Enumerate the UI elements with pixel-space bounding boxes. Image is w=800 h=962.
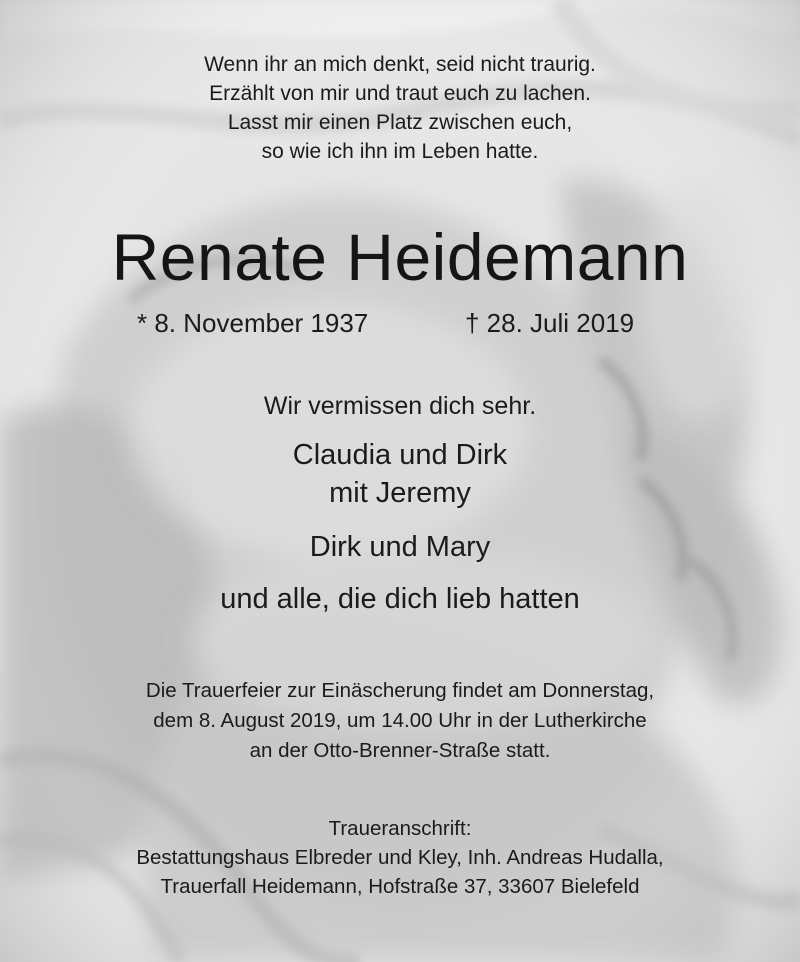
birth-date: * 8. November 1937 [137, 308, 369, 338]
address-line: Trauerfall Heidemann, Hofstraße 37, 33607 Bielefeld [160, 875, 640, 898]
mourner-line: mit Jeremy [329, 477, 471, 509]
poem-line: Lasst mir einen Platz zwischen euch, [227, 111, 573, 134]
mourner-line: Dirk und Mary [309, 531, 491, 563]
mourner-line: und alle, die dich lieb hatten [220, 583, 580, 615]
poem-line: so wie ich ihn im Leben hatte. [261, 140, 539, 163]
address-heading: Traueranschrift: [328, 817, 472, 840]
mourner-line: Claudia und Dirk [292, 439, 508, 471]
deceased-name: Renate Heidemann [111, 220, 689, 294]
poem-verse [0, 50, 800, 166]
poem-line: Erzählt von mir und traut euch zu lachen. [209, 82, 591, 105]
ceremony-info [0, 676, 800, 766]
farewell-message: Wir vermissen dich sehr. [263, 392, 537, 420]
ceremony-line: Die Trauerfeier zur Einäscherung findet am Donnerstag, [145, 679, 655, 702]
address-line: Bestattungshaus Elbreder und Kley, Inh. Andreas Hudalla, [136, 846, 664, 869]
life-dates [0, 306, 800, 340]
ceremony-line: an der Otto-Brenner-Straße statt. [249, 739, 551, 762]
condolence-address [0, 814, 800, 901]
poem-line: Wenn ihr an mich denkt, seid nicht traurig. [204, 53, 596, 76]
ceremony-line: dem 8. August 2019, um 14.00 Uhr in der Lutherkirche [153, 709, 647, 732]
death-date: † 28. Juli 2019 [465, 308, 635, 338]
